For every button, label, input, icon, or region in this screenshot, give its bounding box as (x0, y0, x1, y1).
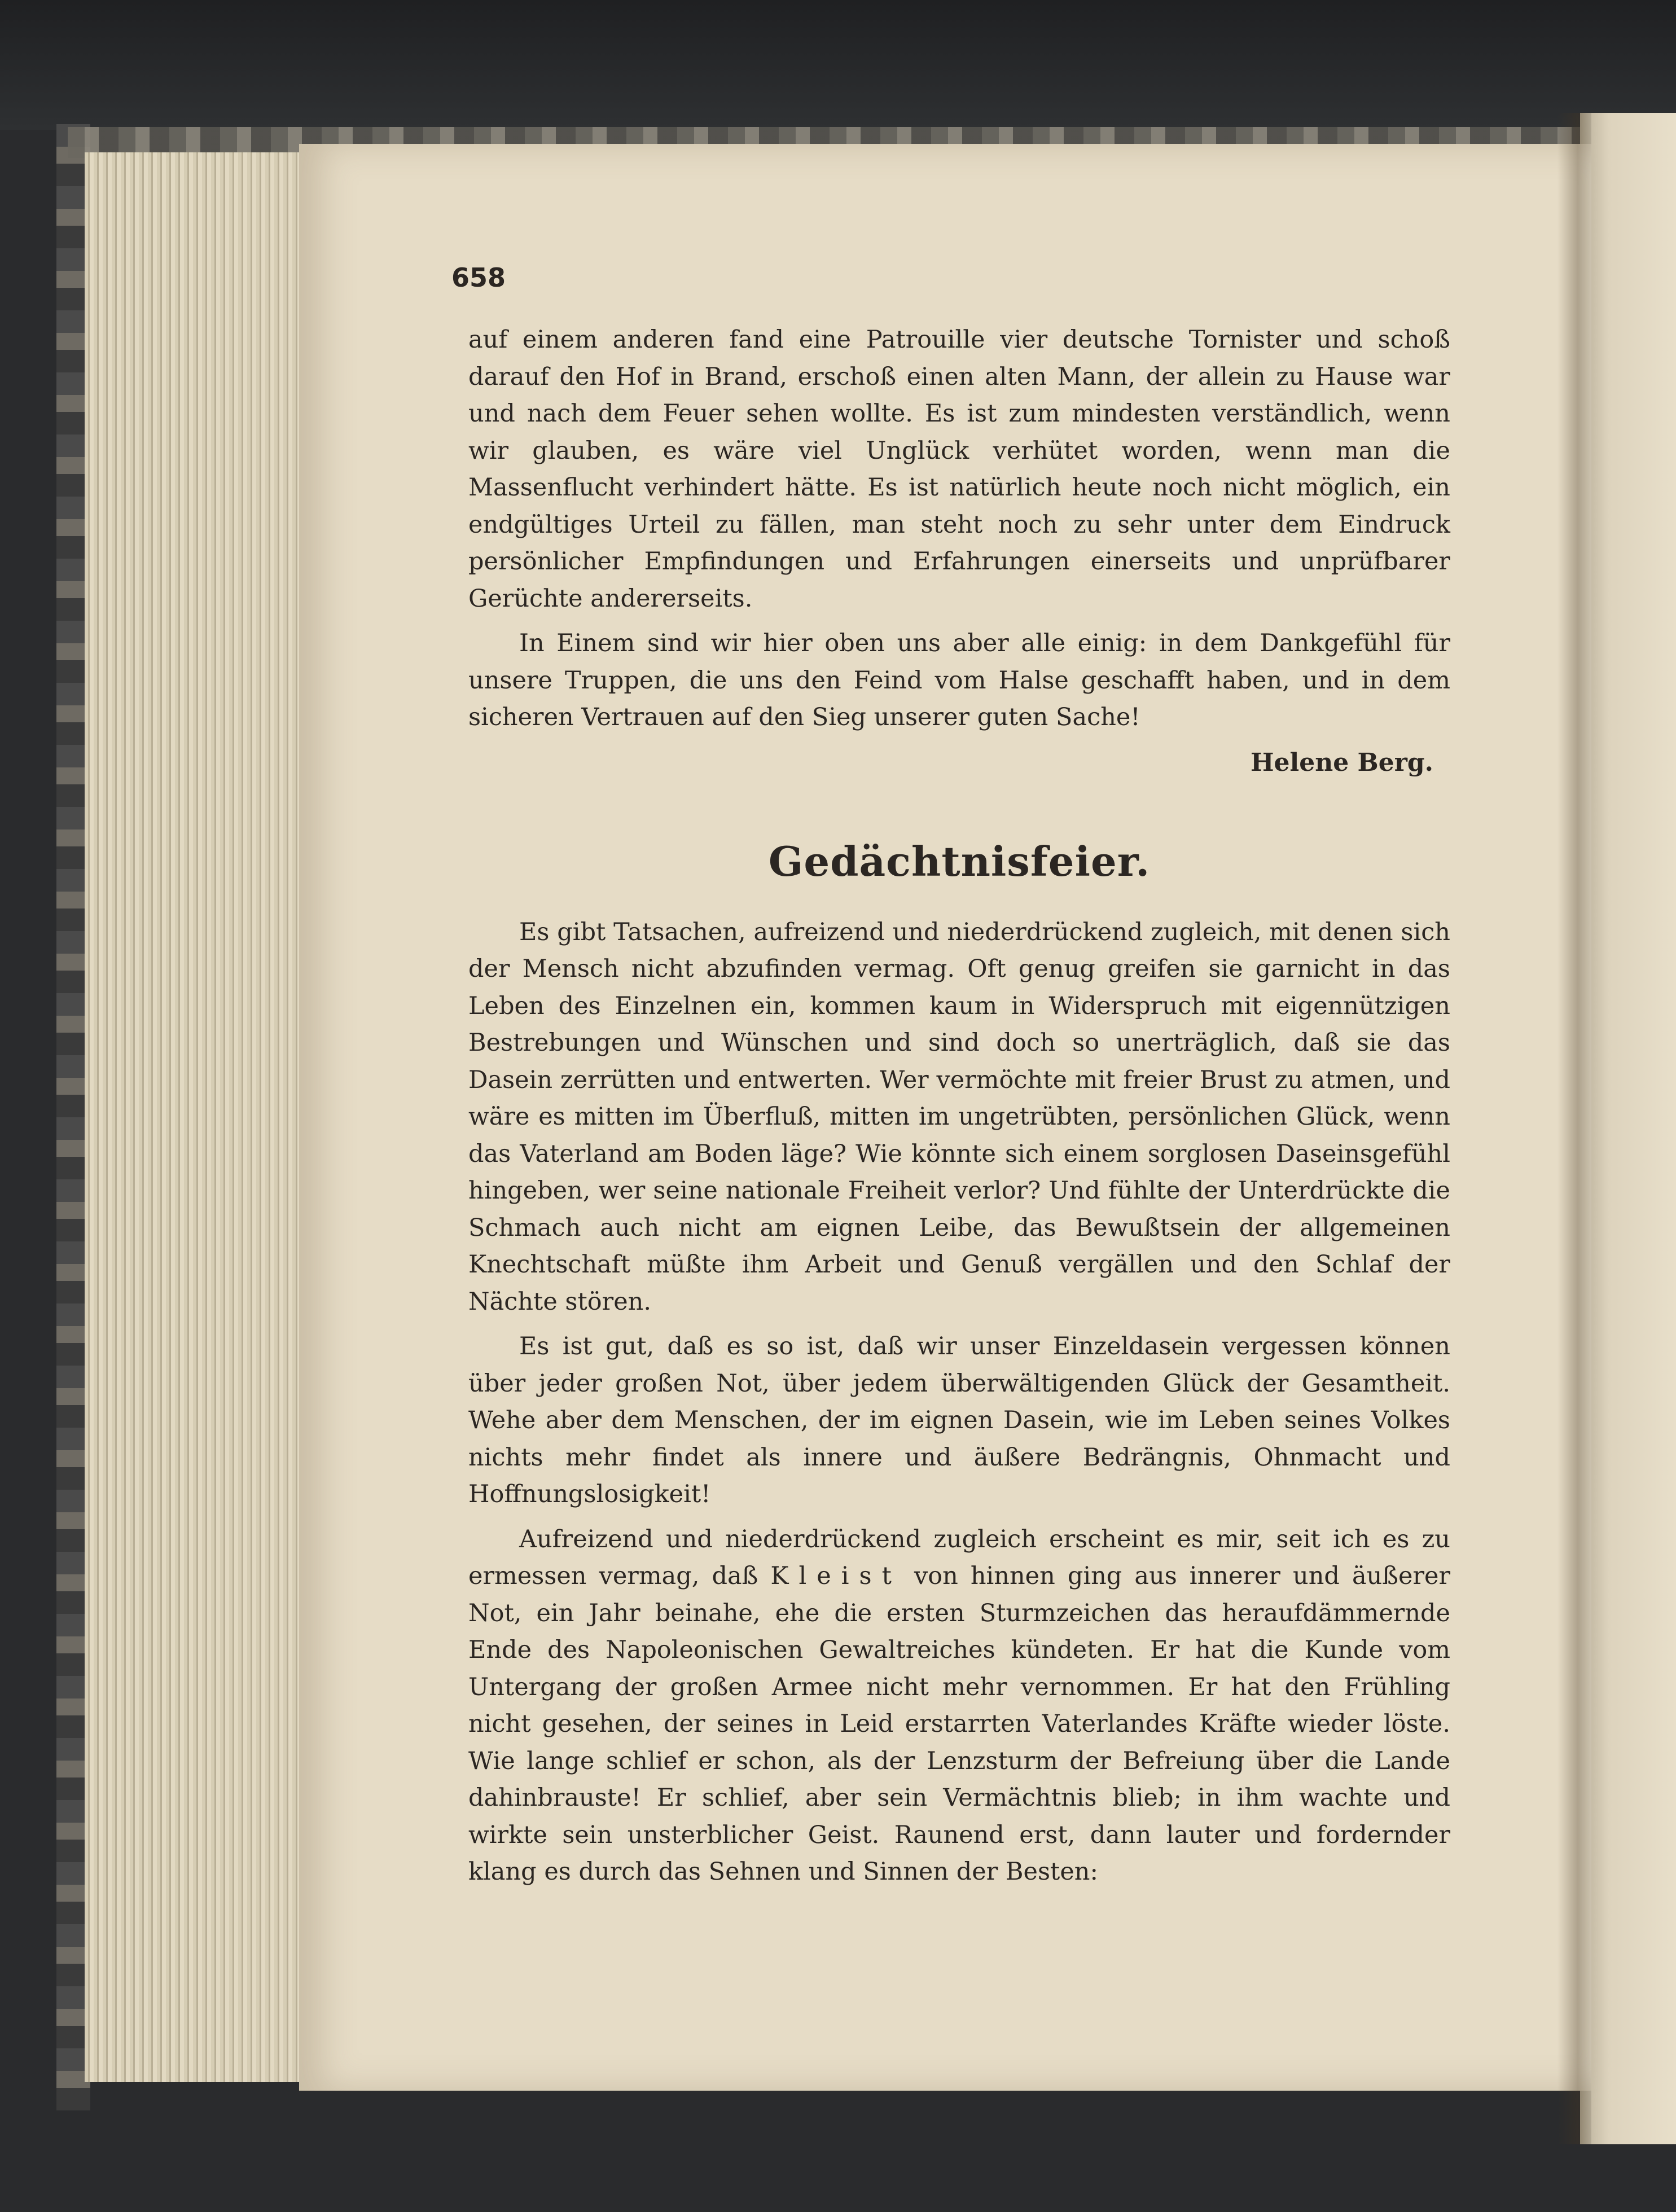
section-title: Gedächtnisfeier. (768, 837, 1151, 885)
page-number: 658 (451, 262, 506, 293)
paragraph-text: von hinnen ging aus innerer und äußerer Not, ein Jahr beinahe, ehe die ersten Sturmzeichen das heraufdämmernde Ende des Napoleonischen Gewaltreiches kündeten. Er hat die Kunde vom Untergang der großen Armee nicht mehr vernommen. Er hat den Frühling nicht gesehen, der seines in Leid erstarrten Vaterlandes Kräfte wieder löste. Wie lange schlief er schon, als der Lenzsturm der Befreiung über die Lande dahinbrauste! Er schlief, aber sein Vermächtnis blieb; in ihm wachte und wirkte sein unsterblicher Geist. Raunend erst, dann lauter und fordernder klang es durch das Sehnen und Sinnen der Besten: (468, 1562, 1451, 1886)
page-text (468, 322, 1450, 1899)
author-signature: Helene Berg. (1250, 748, 1433, 777)
paragraph: Es gibt Tatsachen, aufreizend und niederdrückend zugleich, mit denen sich der Mensch nicht abzufinden vermag. Oft genug greifen sie garnicht in das Leben des Einzelnen ein, kommen kaum in Widerspruch mit eigennützigen Bestrebungen und Wünschen und sind doch so unerträglich, daß sie das Dasein zerrütten und entwerten. Wer vermöchte mit freier Brust zu atmen, und wäre es mitten im Überfluß, mitten im ungetrübten, persönlichen Glück, wenn das Vaterland am Boden läge? Wie könnte sich einem sorglosen Daseinsgefühl hingeben, wer seine nationale Freiheit verlor? Und fühlte der Unterdrückte die Schmach auch nicht am eignen Leibe, das Bewußtsein der allgemeinen Knechtschaft müßte ihm Arbeit und Genuß vergällen und den Schlaf der Nächte stören. (468, 918, 1450, 1316)
gutter-shadow (1557, 113, 1591, 2144)
backdrop (0, 0, 1676, 130)
paragraph: In Einem sind wir hier oben uns aber alle einig: in dem Dankgefühl für unsere Truppen, die uns den Feind vom Halse geschafft haben, und in dem sicheren Vertrauen auf den Sieg unserer guten Sache! (468, 629, 1450, 731)
paragraph: auf einem anderen fand eine Patrouille vier deutsche Tornister und schoß darauf den Hof in Brand, erschoß einen alten Mann, der allein zu Hause war und nach dem Feuer sehen wollte. Es ist zum mindesten verständlich, wenn wir glauben, es wäre viel Unglück verhütet worden, wenn man die Massenflucht verhindert hätte. Es ist natürlich heute noch nicht möglich, ein endgültiges Urteil zu fällen, man steht noch zu sehr unter dem Eindruck persönlicher Empfindungen und Erfahrungen einerseits und unprüfbarer Gerüchte andererseits. (468, 326, 1450, 613)
page-stack (85, 152, 310, 2082)
spaced-name: Kleist (770, 1562, 902, 1590)
facing-page (1580, 113, 1676, 2144)
paragraph: Es ist gut, daß es so ist, daß wir unser Einzeldasein vergessen können über jeder großen Not, über jedem überwältigenden Glück der Gesamtheit. Wehe aber dem Menschen, der im eignen Dasein, wie im Leben seines Volkes nichts mehr findet als innere und äußere Bedrängnis, Ohnmacht und Hoffnungslosigkeit! (468, 1332, 1450, 1508)
paragraph-text: Aufreizend und niederdrückend zugleich erscheint es mir, seit ich es zu ermessen vermag, daß (468, 1525, 1450, 1590)
paragraph (468, 1521, 1450, 1891)
